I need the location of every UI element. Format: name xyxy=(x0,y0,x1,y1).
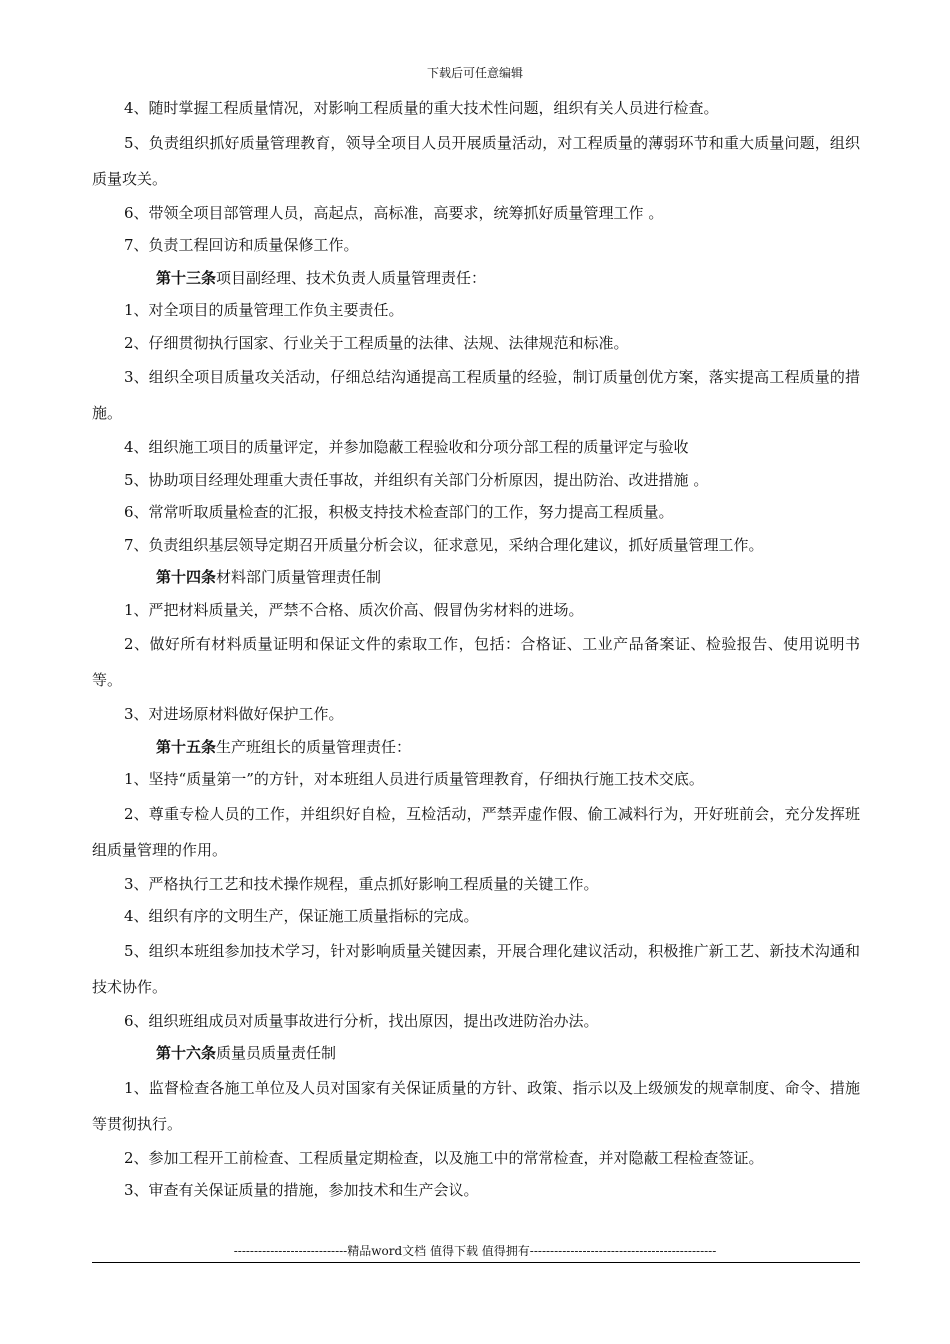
paragraph: 3、严格执行工艺和技术操作规程，重点抓好影响工程质量的关键工作。 xyxy=(124,874,599,893)
paragraph: 2、参加工程开工前检查、工程质量定期检查，以及施工中的常常检查，并对隐蔽工程检查签证。 xyxy=(124,1148,764,1167)
article-title: 项目副经理、技术负责人质量管理责任： xyxy=(216,268,487,287)
page-header: 下载后可任意编辑 xyxy=(426,66,523,80)
paragraph: 3、组织全项目质量攻关活动，仔细总结沟通提高工程质量的经验，制订质量创优方案，落实提高工程质量的措施。 xyxy=(92,368,860,422)
footer-rule xyxy=(92,1262,860,1263)
article-heading xyxy=(92,1037,860,1070)
paragraph: 2、做好所有材料质量证明和保证文件的索取工作，包括：合格证、工业产品备案证、检验报告、使用说明书等。 xyxy=(92,635,860,689)
paragraph: 7、负责工程回访和质量保修工作。 xyxy=(124,236,359,254)
paragraph: 1、坚持“质量第一”的方针，对本班组人员进行质量管理教育，仔细执行施工技术交底。 xyxy=(124,770,704,788)
paragraph: 6、常常听取质量检查的汇报，积极支持技术检查部门的工作，努力提高工程质量。 xyxy=(124,503,674,521)
article-heading xyxy=(92,262,860,295)
article-title: 材料部门质量管理责任制 xyxy=(216,568,382,586)
article-title: 质量员质量责任制 xyxy=(216,1044,337,1062)
document-body xyxy=(92,92,860,1207)
paragraph: 2、尊重专检人员的工作，并组织好自检，互检活动，严禁弄虚作假、偷工减料行为，开好班前会，充分发挥班组质量管理的作用。 xyxy=(92,804,860,859)
paragraph: 4、组织施工项目的质量评定，并参加隐蔽工程验收和分项分部工程的质量评定与验收 xyxy=(124,438,689,456)
paragraph: 3、审查有关保证质量的措施，参加技术和生产会议。 xyxy=(124,1181,479,1199)
article-title: 生产班组长的质量管理责任： xyxy=(216,737,412,756)
paragraph: 3、对进场原材料做好保护工作。 xyxy=(124,705,344,723)
paragraph: 4、随时掌握工程质量情况，对影响工程质量的重大技术性问题，组织有关人员进行检查。 xyxy=(124,99,719,117)
paragraph: 7、负责组织基层领导定期召开质量分析会议，征求意见，采纳合理化建议，抓好质量管理工作。 xyxy=(124,535,764,554)
article-number: 第十四条 xyxy=(156,568,217,586)
paragraph: 6、组织班组成员对质量事故进行分析，找出原因，提出改进防治办法。 xyxy=(124,1011,599,1030)
article-heading xyxy=(92,731,860,764)
article-number: 第十五条 xyxy=(156,737,217,756)
paragraph: 4、组织有序的文明生产，保证施工质量指标的完成。 xyxy=(124,907,479,925)
paragraph: 1、对全项目的质量管理工作负主要责任。 xyxy=(124,301,404,319)
article-heading xyxy=(92,561,860,594)
paragraph: 1、监督检查各施工单位及人员对国家有关保证质量的方针、政策、指示以及上级颁发的规章制度、命令、措施等贯彻执行。 xyxy=(92,1078,860,1133)
paragraph: 5、负责组织抓好质量管理教育，领导全项目人员开展质量活动，对工程质量的薄弱环节和重大质量问题，组织质量攻关。 xyxy=(92,133,860,188)
paragraph: 6、带领全项目部管理人员，高起点，高标准，高要求，统筹抓好质量管理工作 。 xyxy=(124,203,664,222)
paragraph: 5、协助项目经理处理重大责任事故，并组织有关部门分析原因，提出防治、改进措施 。 xyxy=(124,470,709,489)
article-number: 第十三条 xyxy=(156,268,217,287)
paragraph: 2、仔细贯彻执行国家、行业关于工程质量的法律、法规、法律规范和标准。 xyxy=(124,333,629,352)
paragraph: 1、严把材料质量关，严禁不合格、质次价高、假冒伪劣材料的进场。 xyxy=(124,600,584,619)
page-footer: ----------------------------精品word文档 值得下载 值得拥有---------------------------------------------- xyxy=(233,1244,717,1258)
paragraph: 5、组织本班组参加技术学习，针对影响质量关键因素，开展合理化建议活动，积极推广新工艺、新技术沟通和技术协作。 xyxy=(92,941,860,996)
article-number: 第十六条 xyxy=(156,1044,217,1062)
